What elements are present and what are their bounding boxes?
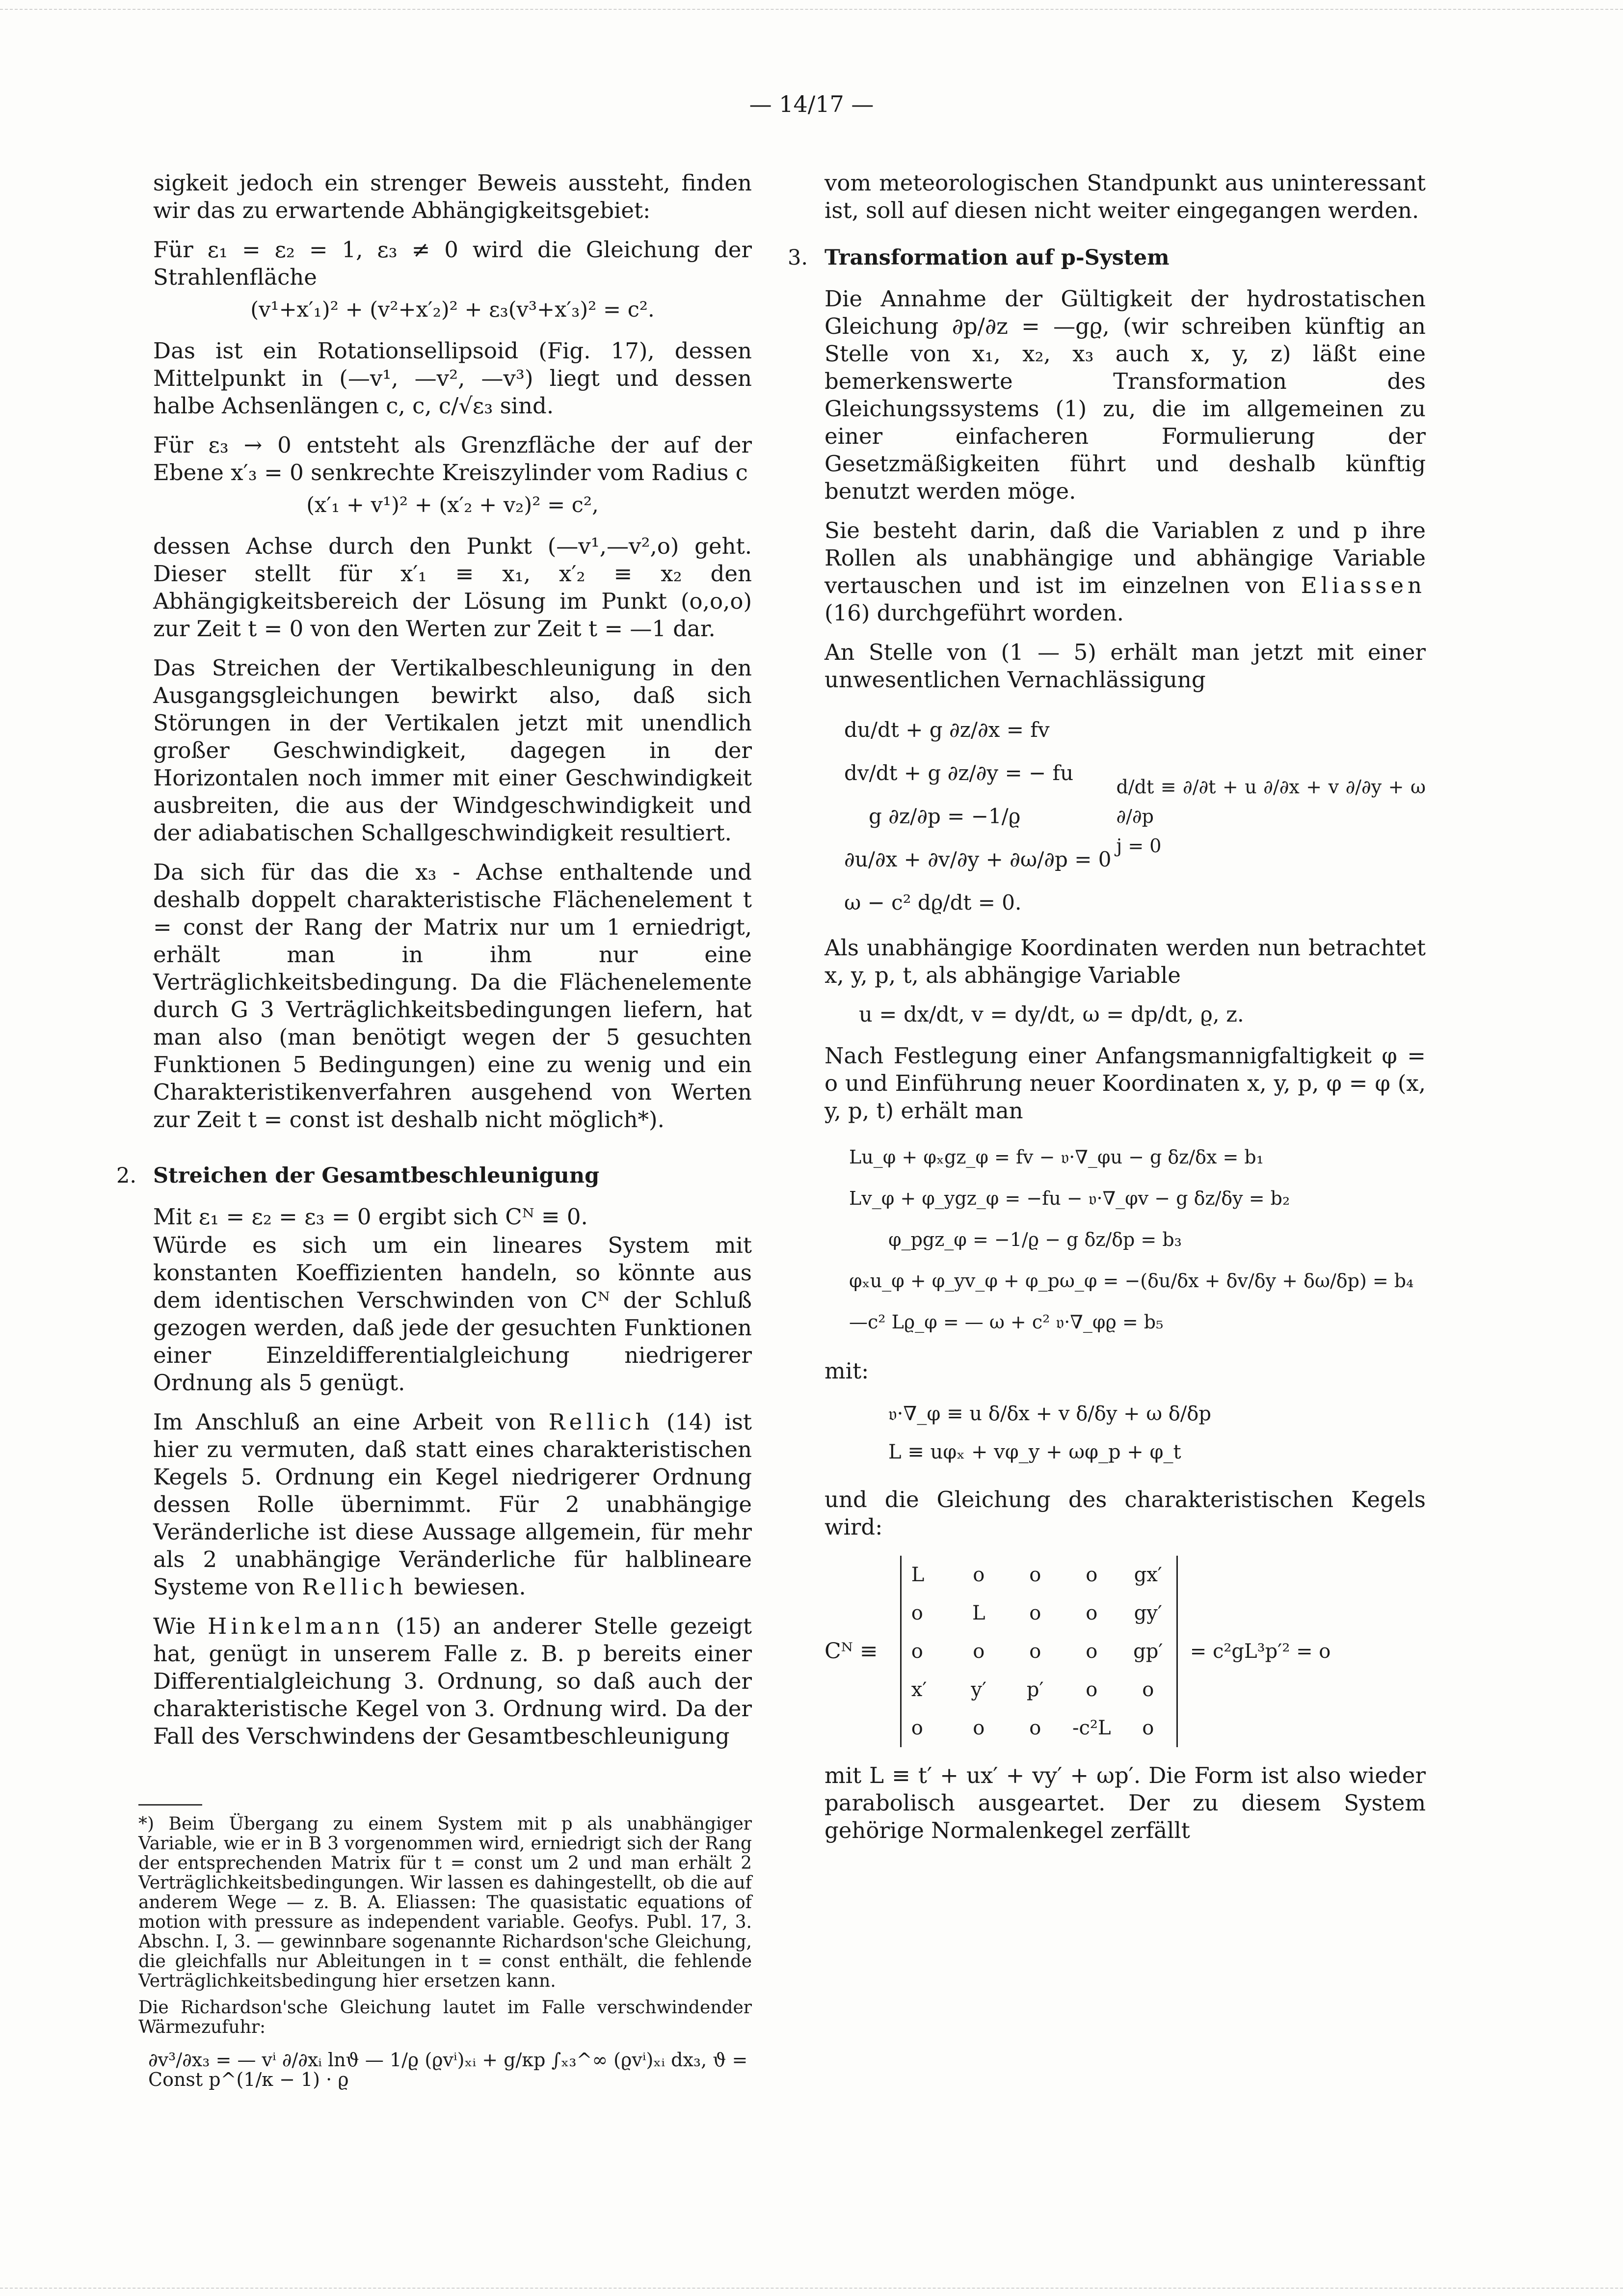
matrix-cell: o (1086, 1640, 1098, 1663)
richardson-equation: ∂v³/∂x₃ = — vⁱ ∂/∂xᵢ lnϑ — 1/ϱ (ϱvⁱ)ₓᵢ + g/κp ∫ₓ₃^∞ (ϱvⁱ)ₓᵢ dx₃, ϑ = Const p^(1/κ − 1) · ϱ (148, 2049, 748, 2090)
text-run: Wie (153, 1613, 208, 1639)
matrix-cell: o (1086, 1678, 1098, 1701)
equation-row: j = 0 (1116, 835, 1162, 857)
section-title: Transformation auf p-System (825, 245, 1170, 270)
determinant (900, 1556, 1178, 1747)
equation-row: du/dt + g ∂z/∂x = fv (844, 718, 1050, 742)
author-name: Hinkelmann (208, 1613, 384, 1639)
equation-row: —c² Lϱ_φ = — ω + c² 𝔳·∇_φϱ = b₅ (849, 1311, 1164, 1333)
page-number: — 14/17 — (749, 91, 874, 117)
definitions (888, 1395, 1426, 1471)
matrix-cell: o (1029, 1640, 1041, 1663)
matrix-row (901, 1594, 1177, 1632)
matrix-cell: o (911, 1602, 923, 1624)
matrix-cell: L (972, 1602, 985, 1624)
matrix-row (901, 1556, 1177, 1594)
matrix-cell: o (973, 1717, 985, 1739)
equation-system-2 (849, 1136, 1426, 1343)
scan-bottom-edge (0, 2288, 1623, 2289)
right-column (788, 169, 1426, 1856)
paragraph: Das Streichen der Vertikalbeschleunigung in den Ausgangsgleichungen bewirkt also, daß sich Störungen in der Vertikalen jetzt mit unendlich großer Geschwindigkeit, dagegen in der Horizontalen noch immer mit einer Geschwindigkeit ausbreiten, die aus der Windgeschwindigkeit und der adiabatischen Schallgeschwindigkeit resultiert. (153, 655, 752, 846)
matrix-cell: o (1086, 1564, 1098, 1586)
characteristic-matrix (825, 1556, 1426, 1747)
matrix-cell: o (1142, 1678, 1154, 1701)
matrix-cell: x′ (911, 1678, 927, 1701)
matrix-cell: -c²L (1072, 1717, 1111, 1739)
text-run: (14) ist hier zu vermuten, daß statt eines charakteristischen Kegels 5. Ordnung ein Kegel niedrigerer Ordnung dessen Rolle übernimmt. Für 2 unabhängige Veränderliche ist diese Aussage allgemein, für mehr als 2 unabhängige Veränderliche für halblineare Systeme von (153, 1409, 752, 1600)
matrix-lhs: Cᴺ ≡ (825, 1639, 878, 1664)
paragraph: Das ist ein Rotationsellipsoid (Fig. 17), dessen Mittelpunkt in (—v¹, —v², —v³) liegt und dessen halbe Achsenlängen c, c, c/√ε₃ sind. (153, 338, 752, 419)
paragraph: Da sich für das die x₃ - Achse enthaltende und deshalb doppelt charakteristische Flächenelement t = const der Rang der Matrix nur um 1 erniedrigt, erhält man in ihm nur eine Verträglichkeitsbedingung. Da die Flächenelemente durch G 3 Verträglichkeitsbedingungen liefern, hat man also (man benötigt wegen der 5 gesuchten Funktionen 5 Bedingungen) eine zu wenig und ein Charakteristikenverfahren ausgehend von Werten zur Zeit t = const ist deshalb nicht möglich*). (153, 859, 752, 1133)
matrix-cell: gx′ (1134, 1564, 1162, 1586)
equation-row: ∂u/∂x + ∂v/∂y + ∂ω/∂p = 0 (844, 847, 1112, 871)
equation-row: φ_pgz_φ = −1/ϱ − g δz/δp = b₃ (888, 1229, 1182, 1250)
paragraph: Würde es sich um ein lineares System mit konstanten Koeffizienten handeln, so könnte aus dem identischen Verschwinden von Cᴺ der Schluß gezogen werden, daß jede der gesuchten Funktionen einer Einzeldifferentialgleichung niedrigerer Ordnung als 5 genügt. (153, 1232, 752, 1396)
equation-row: g ∂z/∂p = −1/ϱ (869, 804, 1021, 828)
paragraph (153, 1408, 752, 1601)
paragraph (825, 517, 1426, 627)
matrix-cell: o (973, 1640, 985, 1663)
paragraph: Für ε₃ → 0 entsteht als Grenzfläche der auf der Ebene x′₃ = 0 senkrechte Kreiszylinder vom Radius c (153, 432, 752, 486)
matrix-cell: o (1086, 1602, 1098, 1624)
section-title: Streichen der Gesamtbeschleunigung (153, 1163, 600, 1188)
matrix-cell: gy′ (1134, 1602, 1162, 1624)
equation-side (1116, 772, 1426, 861)
text-run: (16) durchgeführt worden. (825, 600, 1124, 626)
equation-row: d/dt ≡ ∂/∂t + u ∂/∂x + v ∂/∂y + ω ∂/∂p (1116, 776, 1426, 827)
paragraph: vom meteorologischen Standpunkt aus uninteressant ist, soll auf diesen nicht weiter eingegangen werden. (825, 170, 1426, 223)
matrix-cell: p′ (1026, 1678, 1044, 1701)
equation-row: Lv_φ + φ_ygz_φ = −fu − 𝔳·∇_φv − g δz/δy = b₂ (849, 1188, 1290, 1209)
matrix-row (901, 1671, 1177, 1709)
paragraph: mit L ≡ t′ + ux′ + vy′ + ωp′. Die Form ist also wieder parabolisch ausgeartet. Der zu diesem System gehörige Normalenkegel zerfällt (825, 1762, 1426, 1843)
text-run: Im Anschluß an eine Arbeit von (153, 1409, 549, 1435)
scan-top-edge (0, 9, 1623, 10)
equation-variables: u = dx/dt, v = dy/dt, ω = dp/dt, ϱ, z. (859, 1002, 1244, 1027)
paragraph (153, 1613, 752, 1750)
matrix-cell: o (1029, 1564, 1041, 1586)
matrix-cell: L (911, 1564, 925, 1586)
paragraph: dessen Achse durch den Punkt (—v¹,—v²,o) geht. Dieser stellt für x′₁ ≡ x₁, x′₂ ≡ x₂ den Abhängigkeitsbereich der Lösung im Punkt (o,o,o) zur Zeit t = 0 von den Werten zur Zeit t = —1 dar. (153, 533, 752, 642)
matrix-cell: o (911, 1717, 923, 1739)
equation-row: φₓu_φ + φ_yv_φ + φ_pω_φ = −(δu/δx + δv/δy + δω/δp) = b₄ (849, 1270, 1414, 1292)
left-column (116, 169, 752, 2090)
paragraph: Für ε₁ = ε₂ = 1, ε₃ ≠ 0 wird die Gleichung der Strahlenfläche (153, 237, 752, 290)
equation-system-1 (844, 708, 1426, 924)
author-name: Rellich (548, 1409, 654, 1435)
paragraph: und die Gleichung des charakteristischen Kegels wird: (825, 1486, 1426, 1540)
matrix-row (901, 1709, 1177, 1747)
matrix-cell: o (911, 1640, 923, 1663)
paragraph: Nach Festlegung einer Anfangsmannigfaltigkeit φ = o und Einführung neuer Koordinaten x, y, p, φ = φ (x, y, p, t) erhält man (825, 1043, 1426, 1124)
paragraph: sigkeit jedoch ein strenger Beweis aussteht, finden wir das zu erwartende Abhängigkeitsgebiet: (153, 170, 752, 223)
paragraph: Als unabhängige Koordinaten werden nun betrachtet x, y, p, t, als abhängige Variable (825, 935, 1426, 988)
matrix-cell: gp′ (1133, 1640, 1163, 1663)
equation-row: ω − c² dϱ/dt = 0. (844, 891, 1022, 915)
paragraph: An Stelle von (1 — 5) erhält man jetzt mit einer unwesentlichen Vernachlässigung (825, 639, 1426, 693)
equation-row: Lu_φ + φₓgz_φ = fv − 𝔳·∇_φu − g δz/δx = b₁ (849, 1146, 1264, 1168)
paragraph: Mit ε₁ = ε₂ = ε₃ = 0 ergibt sich Cᴺ ≡ 0. (153, 1204, 588, 1230)
footnote (138, 1814, 752, 2089)
section-heading-2 (116, 1162, 752, 1189)
section-number: 3. (788, 245, 808, 270)
section-number: 2. (116, 1163, 137, 1188)
equation-row: 𝔳·∇_φ ≡ u δ/δx + v δ/δy + ω δ/δp (888, 1403, 1211, 1425)
equation-kreiszylinder: (x′₁ + v¹)² + (x′₂ + v₂)² = c², (306, 493, 599, 517)
footnote-text: *) Beim Übergang zu einem System mit p als unabhängiger Variable, wie er in B 3 vorgenommen wird, erniedrigt sich der Rang der entsprechenden Matrix für t = const um 2 und man erhält 2 Verträglichkeitsbedingungen. Wir lassen es dahingestellt, ob die auf anderem Wege — z. B. A. Eliassen: The quasistatic equations of motion with pressure as independent variable. Geofys. Publ. 17, 3. Abschn. I, 3. — gewinnbare sogenannte Richardson'sche Gleichung, die gleichfalls nur Ableitungen in t = const enthält, die fehlende Verträglichkeitsbedingung hier ersetzen kann. (138, 1814, 752, 1991)
matrix-cell: o (1029, 1602, 1041, 1624)
matrix-cell: o (973, 1564, 985, 1586)
equation-row: L ≡ uφₓ + vφ_y + ωφ_p + φ_t (888, 1441, 1181, 1463)
matrix-cell: y′ (971, 1678, 987, 1701)
text-run: (15) an anderer Stelle gezeigt hat, genügt in unserem Falle z. B. p bereits einer Differentialgleichung 3. Ordnung, so daß auch der charakteristische Kegel von 3. Ordnung wird. Da der Fall des Verschwindens der Gesamtbeschleunigung (153, 1613, 752, 1749)
section-heading-3 (788, 244, 1426, 271)
author-name: Eliassen (1301, 572, 1426, 598)
equation-strahlenflaeche: (v¹+x′₁)² + (v²+x′₂)² + ε₃(v³+x′₃)² = c². (250, 297, 655, 322)
footnote-text: Die Richardson'sche Gleichung lautet im Falle verschwindender Wärmezufuhr: (138, 1998, 752, 2037)
matrix-cell: o (1029, 1717, 1041, 1739)
matrix-cell: o (1142, 1717, 1154, 1739)
text-run: bewiesen. (407, 1574, 526, 1600)
author-name: Rellich (302, 1574, 407, 1600)
matrix-row (901, 1632, 1177, 1671)
equation-list (844, 708, 1111, 924)
paragraph: Die Annahme der Gültigkeit der hydrostatischen Gleichung ∂p/∂z = —gϱ, (wir schreiben künftig an Stelle von x₁, x₂, x₃ auch x, y, z) läßt eine bemerkenswerte Transformation des Gleichungssystems (1) zu, die im allgemeinen zu einer einfacheren Formulierung der Gesetzmäßigkeiten führt und deshalb künftig benutzt werden möge. (825, 286, 1426, 504)
text-run: Sie besteht darin, daß die Variablen z und p ihre Rollen als unabhängige und abhängige Variable vertauschen und ist im einzelnen von (825, 517, 1426, 598)
paragraph: mit: (825, 1358, 869, 1384)
footnote-divider (138, 1804, 202, 1806)
equation-row: dv/dt + g ∂z/∂y = − fu (844, 761, 1074, 785)
matrix-rhs: = c²gL³p′² = o (1190, 1640, 1331, 1663)
